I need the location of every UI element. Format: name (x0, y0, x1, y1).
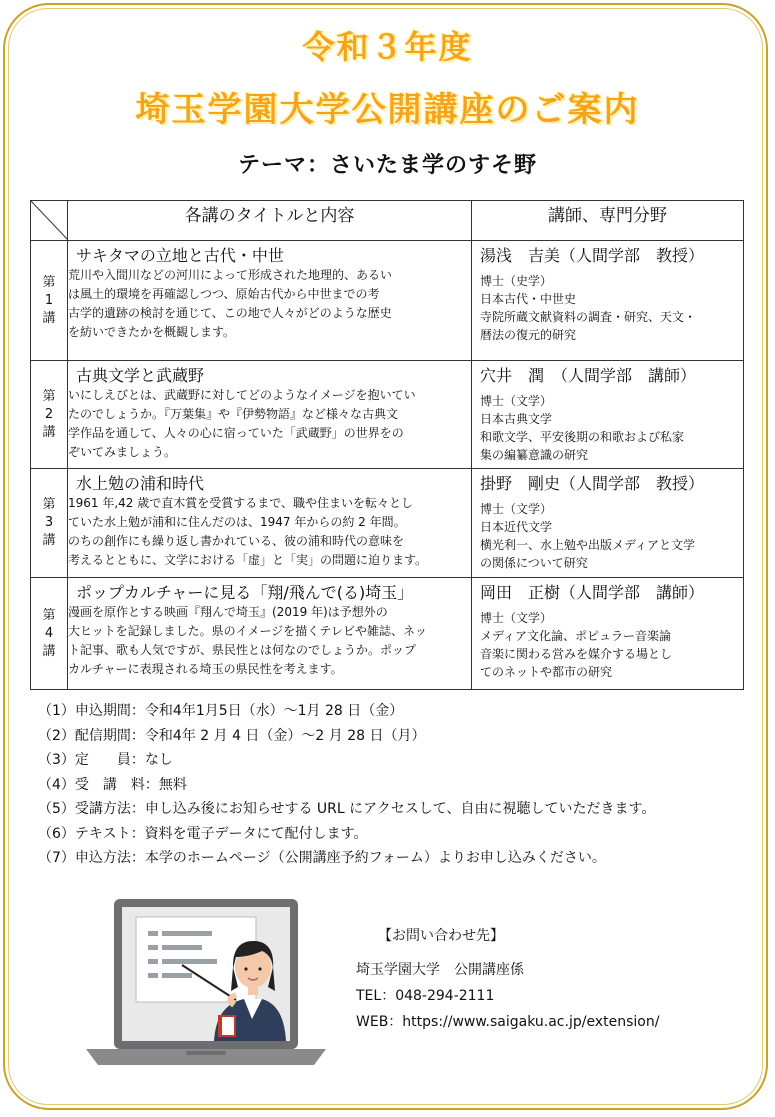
lecture-description (68, 266, 472, 361)
lecturer-cell (472, 241, 744, 361)
lecture-number (31, 241, 68, 361)
lecture-description (68, 494, 472, 578)
description-line: 大ヒットを記録しました。県のイメージを描くテレビや雑誌、ネッ (68, 624, 428, 638)
lecture-number-char: 第 (42, 274, 56, 290)
lecture-description (68, 603, 472, 690)
contact-web[interactable]: WEB：https://www.saigaku.ac.jp/extension/ (356, 1014, 660, 1030)
contact-box (356, 925, 659, 1035)
description-line: ぞいてみましょう。 (68, 445, 177, 459)
main-title: 埼玉学園大学公開講座のご案内 (135, 90, 640, 130)
lecture-title: ポップカルチャーに見る「翔/飛んで(る)埼玉」 (68, 578, 472, 604)
field-line: 和歌文学、平安後期の和歌および私家 (480, 430, 685, 444)
description-line: 漫画を原作とする映画『翔んで埼玉』(2019 年)は予想外の (68, 605, 388, 619)
field-line: 博士（文学） (480, 502, 553, 516)
lecture-number-char: 講 (42, 310, 56, 326)
lecturer-cell (472, 361, 744, 469)
field-line: 日本古典文学 (480, 412, 553, 426)
contact-tel: TEL：048-294-2111 (356, 988, 495, 1004)
description-line: 1961 年,42 歳で直木賞を受賞するまで、職や住まいを転々とし (68, 496, 414, 510)
lecturer-fields (472, 266, 743, 348)
field-line: メディア文化論、ポピュラー音楽論 (480, 629, 672, 643)
table-header-row (31, 201, 744, 241)
description-line: を紡いできたかを概観します。 (68, 325, 236, 339)
lecture-number-char: 3 (44, 515, 54, 530)
field-line: 寺院所蔵文献資料の調査・研究、天文・ (480, 310, 697, 324)
info-item: （5）受講方法：申し込み後にお知らせする URL にアクセスして、自由に視聴していただきます。 (38, 801, 656, 817)
contact-heading: 【お問い合わせ先】 (378, 928, 504, 944)
lecturer-fields (472, 386, 743, 468)
description-line: たのでしょうか。『万葉集』や『伊勢物語』など様々な古典文 (68, 407, 399, 421)
info-item: （7）申込方法：本学のホームページ（公開講座予約フォーム）よりお申し込みください。 (38, 850, 606, 866)
lecture-number-char: 講 (42, 643, 56, 659)
lecturer-name: 穴井 潤 （人間学部 講師） (480, 366, 697, 385)
description-line: ト記事、歌も人気ですが、県民性とは何なのでしょうか。ポップ (68, 643, 417, 657)
description-line: カルチャーに表現される埼玉の県民性を考えます。 (68, 662, 343, 676)
description-line: のちの創作にも繰り返し書かれている、彼の浦和時代の意味を (68, 534, 405, 548)
info-item: （4）受 講 料：無料 (38, 776, 187, 793)
lecture-title: サキタマの立地と古代・中世 (68, 241, 472, 267)
info-item: （1）申込期間：令和4年1月5日（水）～1月 28 日（金） (38, 703, 404, 719)
description-line: ていた水上勉が浦和に住んだのは、1947 年からの約 2 年間。 (68, 515, 406, 529)
field-line: 博士（史学） (480, 274, 553, 288)
contact-org: 埼玉学園大学 公開講座係 (356, 962, 524, 978)
header-content: 各講のタイトルと内容 (68, 201, 472, 241)
lecture-row (31, 241, 744, 267)
info-item: （2）配信期間：令和4年 2 月 4 日（金）～2 月 28 日（月） (38, 727, 426, 744)
lecturer-cell (472, 469, 744, 578)
lecture-row (31, 361, 744, 387)
lecturer-fields (472, 494, 743, 576)
lecturer-name: 掛野 剛史（人間学部 教授） (480, 474, 705, 493)
lecture-number-char: 1 (44, 292, 54, 308)
lecture-number-char: 第 (42, 388, 56, 404)
description-line: 考えるとともに、文学における「虚」と「実」の問題に迫ります。 (68, 553, 428, 567)
lecture-number-char: 4 (44, 625, 54, 641)
lecture-number-char: 講 (42, 533, 56, 548)
lecturer-fields (472, 603, 743, 685)
lecture-row (31, 578, 744, 604)
lecture-number-char: 第 (42, 497, 56, 512)
field-line: 日本近代文学 (480, 520, 553, 534)
lecturer-name: 岡田 正樹（人間学部 講師） (480, 583, 705, 602)
description-line: 荒川や入間川などの河川によって形成された地理的、あるい (68, 268, 393, 282)
field-line: 暦法の復元的研究 (480, 328, 577, 342)
field-line: の関係について研究 (480, 556, 588, 570)
table-corner-cell (31, 201, 68, 241)
lecture-number (31, 578, 68, 690)
lecturer-name: 湯浅 吉美（人間学部 教授） (480, 246, 705, 265)
year-title: 令和３年度 (302, 28, 473, 66)
laptop-presenter-illustration (86, 895, 326, 1070)
lecture-number (31, 469, 68, 578)
lecture-number-char: 第 (42, 607, 56, 623)
lecturer-cell (472, 578, 744, 690)
field-line: 集の編纂意識の研究 (480, 448, 589, 462)
diagonal-line-icon (31, 201, 68, 240)
lecture-row (31, 469, 744, 495)
theme-title: テーマ：さいたま学のすそ野 (237, 153, 537, 178)
field-line: てのネットや都市の研究 (480, 665, 613, 679)
lecture-number-char: 2 (44, 406, 54, 422)
lecture-title: 古典文学と武蔵野 (68, 361, 472, 387)
lecture-number (31, 361, 68, 469)
field-line: 音楽に関わる営みを媒介する場とし (480, 647, 673, 661)
description-line: 古学的遺跡の検討を通じて、この地で人々がどのような歴史 (68, 306, 392, 320)
description-line: は風土的環境を再確認しつつ、原始古代から中世までの考 (68, 287, 380, 301)
description-line: いにしえびとは、武蔵野に対してどのようなイメージを抱いてい (68, 388, 416, 402)
lecture-description (68, 386, 472, 469)
lecture-table (30, 200, 744, 690)
field-line: 横光利一、水上勉や出版メディアと文学 (480, 538, 696, 552)
lecture-number-char: 講 (42, 424, 56, 440)
field-line: 博士（文学） (480, 611, 553, 625)
description-line: 学作品を通して、人々の心に宿っていた「武蔵野」の世界をの (68, 426, 404, 440)
info-item: （3）定 員：なし (38, 752, 173, 768)
field-line: 博士（文学） (480, 394, 553, 408)
info-list (38, 699, 655, 871)
info-item: （6）テキスト：資料を電子データにて配付します。 (38, 825, 368, 842)
header-lecturer: 講師、専門分野 (472, 201, 744, 241)
field-line: 日本古代・中世史 (480, 292, 577, 306)
lecture-title: 水上勉の浦和時代 (68, 469, 472, 495)
